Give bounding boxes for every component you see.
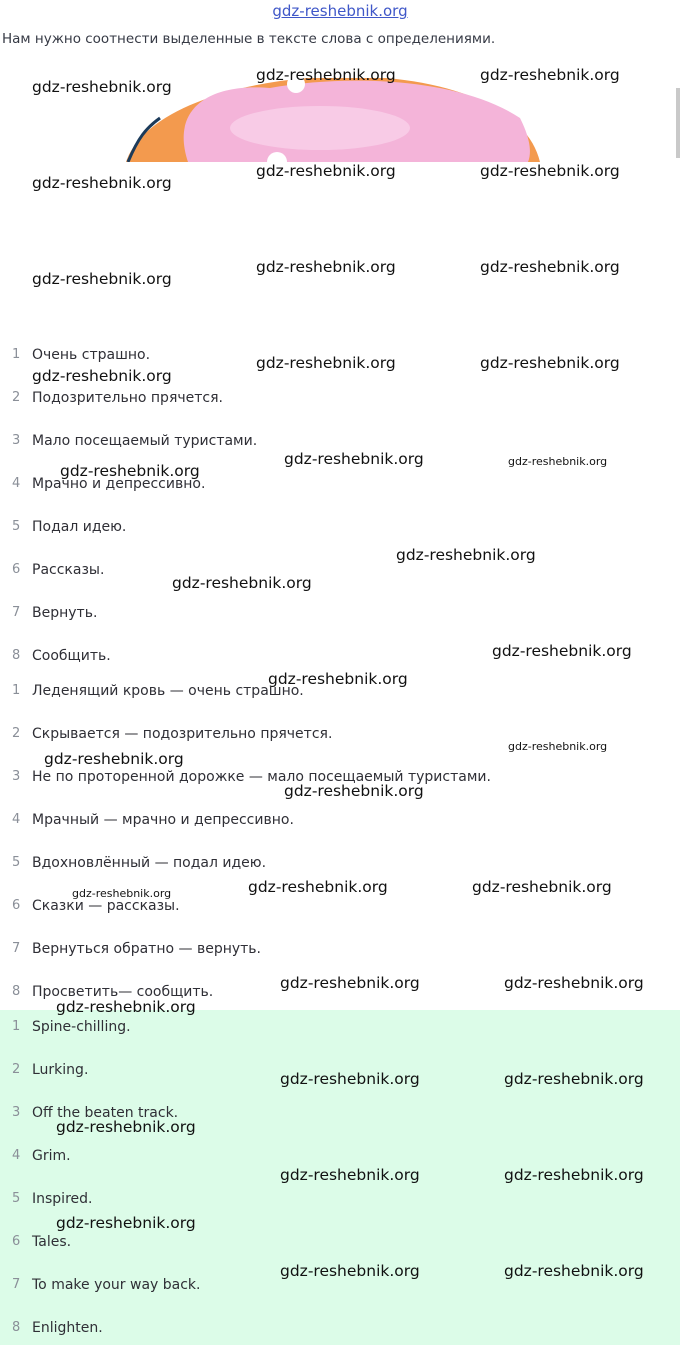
watermark-text: gdz-reshebnik.org: [280, 1262, 420, 1280]
watermark-text: gdz-reshebnik.org: [504, 1070, 644, 1088]
watermark-text: gdz-reshebnik.org: [480, 162, 620, 180]
watermark-text: gdz-reshebnik.org: [504, 974, 644, 992]
list-text: Вернуть.: [32, 605, 98, 621]
list-text: Grim.: [32, 1148, 71, 1164]
list-number: 1: [12, 1019, 21, 1034]
list-text: Не по проторенной дорожке — мало посещаемый туристами.: [32, 769, 491, 785]
watermark-text: gdz-reshebnik.org: [268, 670, 408, 688]
illustration-highlight: [230, 106, 410, 150]
watermark-text: gdz-reshebnik.org: [32, 78, 172, 96]
watermark-text: gdz-reshebnik.org: [480, 66, 620, 84]
list-number: 6: [12, 898, 21, 913]
list-number: 1: [12, 683, 21, 698]
list-item: [0, 1276, 680, 1319]
list-number: 2: [12, 726, 21, 741]
watermark-text: gdz-reshebnik.org: [504, 1166, 644, 1184]
list-number: 3: [12, 433, 21, 448]
list-item: [0, 604, 680, 647]
list-text: Inspired.: [32, 1191, 93, 1207]
list-item: [0, 1018, 680, 1061]
watermark-text: gdz-reshebnik.org: [396, 546, 536, 564]
watermark-text: gdz-reshebnik.org: [256, 354, 396, 372]
watermark-text: gdz-reshebnik.org: [172, 574, 312, 592]
list-item: [0, 897, 680, 940]
watermark-text: gdz-reshebnik.org: [32, 270, 172, 288]
list-text: Скрывается — подозрительно прячется.: [32, 726, 333, 742]
list-number: 7: [12, 1277, 21, 1292]
watermark-text: gdz-reshebnik.org: [56, 998, 196, 1016]
watermark-text: gdz-reshebnik.org: [56, 1118, 196, 1136]
watermark-text: gdz-reshebnik.org: [256, 162, 396, 180]
list-text: Подозрительно прячется.: [32, 390, 223, 406]
illustration-svg: [120, 78, 550, 162]
list-text: Lurking.: [32, 1062, 89, 1078]
watermark-text: gdz-reshebnik.org: [72, 887, 172, 900]
list-number: 8: [12, 1320, 21, 1335]
watermark-text: gdz-reshebnik.org: [256, 66, 396, 84]
list-text: Spine-chilling.: [32, 1019, 131, 1035]
list-number: 4: [12, 812, 21, 827]
list-text: Enlighten.: [32, 1320, 103, 1336]
list-text: Подал идею.: [32, 519, 127, 535]
list-number: 7: [12, 605, 21, 620]
illustration: [120, 78, 550, 162]
watermark-text: gdz-reshebnik.org: [56, 1214, 196, 1232]
list-text: Вдохновлённый — подал идею.: [32, 855, 267, 871]
list-number: 5: [12, 519, 21, 534]
watermark-text: gdz-reshebnik.org: [284, 450, 424, 468]
list-text: Мрачный — мрачно и депрессивно.: [32, 812, 294, 828]
list-number: 5: [12, 855, 21, 870]
list-item: [0, 561, 680, 604]
watermark-text: gdz-reshebnik.org: [280, 974, 420, 992]
watermark-text: gdz-reshebnik.org: [280, 1166, 420, 1184]
list-text: Tales.: [32, 1234, 72, 1250]
watermark-text: gdz-reshebnik.org: [248, 878, 388, 896]
watermark-text: gdz-reshebnik.org: [44, 750, 184, 768]
list-number: 4: [12, 476, 21, 491]
watermark-text: gdz-reshebnik.org: [480, 258, 620, 276]
list-number: 8: [12, 984, 21, 999]
list-number: 8: [12, 648, 21, 663]
list-number: 7: [12, 941, 21, 956]
list-item: [0, 811, 680, 854]
list-number: 3: [12, 1105, 21, 1120]
watermark-text: gdz-reshebnik.org: [508, 740, 608, 753]
list-item: [0, 389, 680, 432]
watermark-text: gdz-reshebnik.org: [284, 782, 424, 800]
list-number: 3: [12, 769, 21, 784]
list-text: To make your way back.: [32, 1277, 201, 1293]
list-number: 2: [12, 390, 21, 405]
watermark-text: gdz-reshebnik.org: [256, 258, 396, 276]
watermark-text: gdz-reshebnik.org: [280, 1070, 420, 1088]
list-number: 1: [12, 347, 21, 362]
list-item: [0, 475, 680, 518]
watermark-text: gdz-reshebnik.org: [492, 642, 632, 660]
list-text: Сказки — рассказы.: [32, 898, 180, 914]
list-text: Рассказы.: [32, 562, 105, 578]
list-number: 6: [12, 1234, 21, 1249]
list-text: Леденящий кровь — очень страшно.: [32, 683, 304, 699]
list-text: Очень страшно.: [32, 347, 151, 363]
watermark-text: gdz-reshebnik.org: [480, 354, 620, 372]
list-text: Вернуться обратно — вернуть.: [32, 941, 262, 957]
list-text: Сообщить.: [32, 648, 111, 664]
list-number: 4: [12, 1148, 21, 1163]
list-number: 2: [12, 1062, 21, 1077]
scrollbar[interactable]: [676, 88, 680, 158]
list-number: 5: [12, 1191, 21, 1206]
watermark-text: gdz-reshebnik.org: [32, 174, 172, 192]
watermark-text: gdz-reshebnik.org: [504, 1262, 644, 1280]
watermark-text: gdz-reshebnik.org: [60, 462, 200, 480]
list-text: Мрачно и депрессивно.: [32, 476, 206, 492]
list-item: [0, 682, 680, 725]
intro-text: Нам нужно соотнести выделенные в тексте слова с определениями.: [2, 31, 496, 47]
list-text: Мало посещаемый туристами.: [32, 433, 258, 449]
list-text: Off the beaten track.: [32, 1105, 179, 1121]
site-link[interactable]: gdz-reshebnik.org: [272, 2, 408, 20]
watermark-text: gdz-reshebnik.org: [472, 878, 612, 896]
list-number: 6: [12, 562, 21, 577]
list-item: [0, 1319, 680, 1362]
watermark-text: gdz-reshebnik.org: [32, 367, 172, 385]
list-text: Просветить— сообщить.: [32, 984, 214, 1000]
watermark-text: gdz-reshebnik.org: [508, 455, 608, 468]
list-item: [0, 518, 680, 561]
